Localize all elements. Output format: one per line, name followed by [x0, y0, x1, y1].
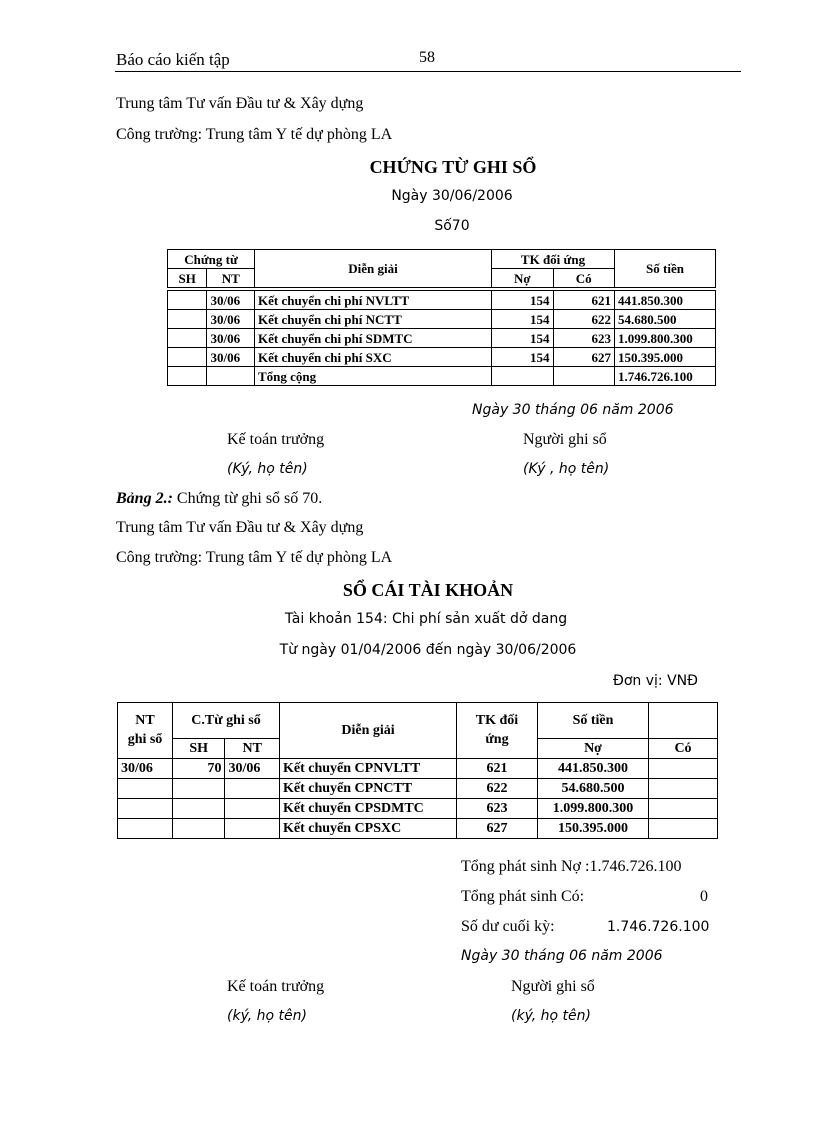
ledger-table	[117, 702, 718, 839]
col-sh: SH	[173, 739, 225, 759]
table-row: 30/06 Kết chuyển chi phí SXC 154 627 150.395.000	[168, 348, 716, 367]
col-tk-doi-ung: TK đối ứng	[492, 250, 615, 269]
voucher-sign-date: Ngày 30 tháng 06 năm 2006	[472, 402, 674, 418]
total-amount: 1.746.726.100	[615, 367, 716, 386]
ledger-sign-left-note: (ký, họ tên)	[227, 1008, 307, 1024]
table-row: Kết chuyển CPNCTT 622 54.680.500	[118, 779, 718, 799]
col-no: Nợ	[492, 269, 554, 288]
col-so-tien: Số tiền	[615, 250, 716, 288]
table-row: Kết chuyển CPSDMTC 623 1.099.800.300	[118, 799, 718, 819]
table-caption: Bảng 2.: Chứng từ ghi sổ số 70.	[116, 490, 323, 507]
col-co: Có	[553, 269, 615, 288]
ledger-org: Trung tâm Tư vấn Đầu tư & Xây dựng	[116, 519, 364, 536]
header-title: Báo cáo kiến tập	[116, 50, 230, 69]
table-row: 30/06 Kết chuyển chi phí NVLTT 154 621 441.850.300	[168, 291, 716, 310]
col-tk-doi-ung: TK đối ứng	[457, 703, 538, 759]
total-credit-value: 0	[700, 888, 708, 905]
col-dien-giai: Diễn giải	[280, 703, 457, 759]
col-sh: SH	[168, 269, 207, 288]
col-so-tien: Số tiền	[538, 703, 649, 739]
table-row: 30/06 Kết chuyển chi phí SDMTC 154 623 1.099.800.300	[168, 329, 716, 348]
ledger-period: Từ ngày 01/04/2006 đến ngày 30/06/2006	[279, 642, 577, 658]
ledger-unit: Đơn vị: VNĐ	[613, 673, 698, 689]
ending-balance-value: 1.746.726.100	[607, 919, 710, 935]
voucher-number: Số70	[434, 218, 470, 234]
col-chung-tu: C.Từ ghi sổ	[173, 703, 280, 739]
voucher-table	[167, 249, 716, 386]
voucher-sign-right-note: (Ký , họ tên)	[523, 461, 610, 477]
voucher-title: CHỨNG TỪ GHI SỔ	[369, 157, 537, 177]
voucher-sign-left-title: Kế toán trưởng	[227, 431, 325, 448]
col-dien-giai: Diễn giải	[255, 250, 492, 288]
col-nt: NT	[207, 269, 255, 288]
ledger-account: Tài khoản 154: Chi phí sản xuất dở dang	[284, 611, 568, 627]
ledger-sign-right-note: (ký, họ tên)	[511, 1008, 591, 1024]
voucher-sign-left-note: (Ký, họ tên)	[227, 461, 308, 477]
total-debit: Tổng phát sinh Nợ :1.746.726.100	[461, 858, 682, 875]
header-rule	[115, 71, 741, 72]
col-no: Nợ	[538, 739, 649, 759]
ending-balance-label: Số dư cuối kỳ:	[461, 918, 555, 935]
col-nt: NT	[225, 739, 280, 759]
voucher-site: Công trường: Trung tâm Y tế dự phòng LA	[116, 126, 393, 143]
ledger-sign-right-title: Người ghi sổ	[511, 978, 595, 995]
total-label: Tổng cộng	[255, 367, 492, 386]
table-row: Kết chuyển CPSXC 627 150.395.000	[118, 819, 718, 839]
voucher-date: Ngày 30/06/2006	[391, 188, 513, 204]
col-co: Có	[649, 739, 718, 759]
total-credit-label: Tổng phát sinh Có:	[461, 888, 585, 905]
voucher-sign-right-title: Người ghi sổ	[523, 431, 607, 448]
total-row	[168, 367, 716, 386]
ledger-sign-date: Ngày 30 tháng 06 năm 2006	[461, 948, 663, 964]
table-row: 30/06 Kết chuyển chi phí NCTT 154 622 54.680.500	[168, 310, 716, 329]
table-row: 30/06 70 30/06 Kết chuyển CPNVLTT 621 441.850.300	[118, 759, 718, 779]
col-chung-tu: Chứng từ	[168, 250, 255, 269]
page-number: 58	[419, 49, 435, 66]
ledger-site: Công trường: Trung tâm Y tế dự phòng LA	[116, 549, 393, 566]
col-nt-ghi-so: NT ghi sổ	[118, 703, 173, 759]
ledger-sign-left-title: Kế toán trưởng	[227, 978, 325, 995]
ledger-title: SỔ CÁI TÀI KHOẢN	[342, 580, 514, 600]
voucher-org: Trung tâm Tư vấn Đầu tư & Xây dựng	[116, 95, 364, 112]
